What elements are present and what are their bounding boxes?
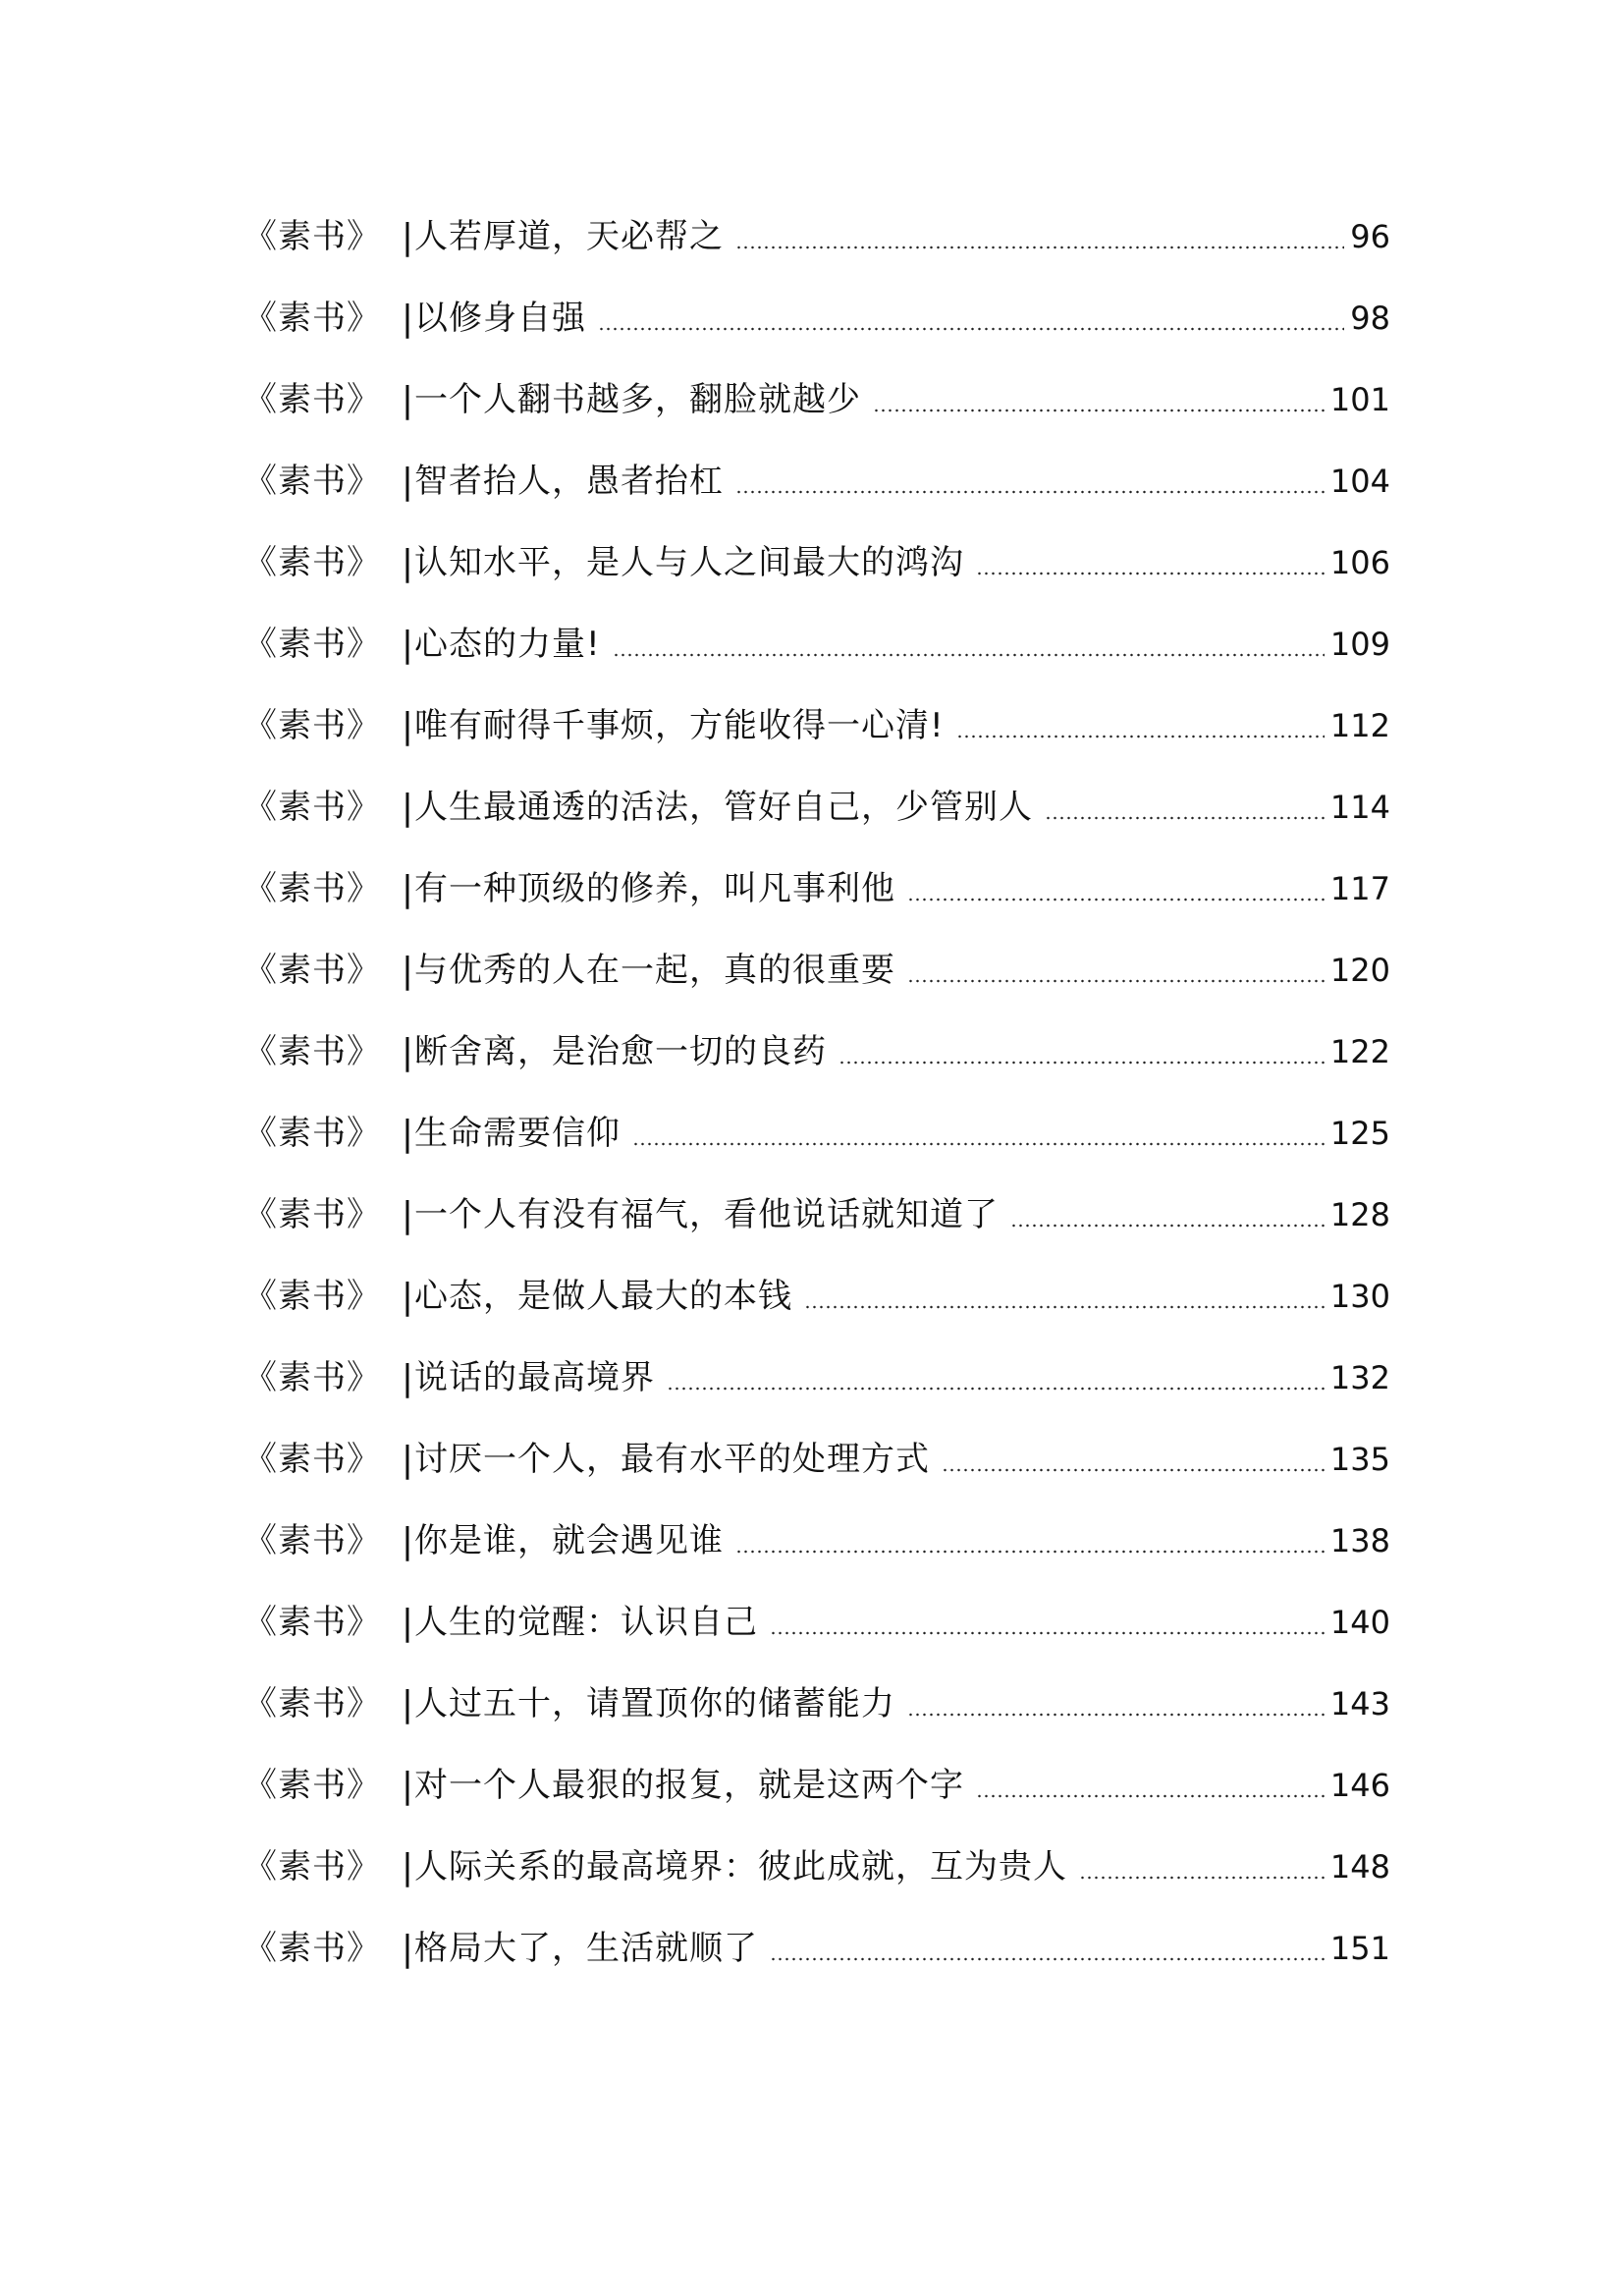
book-name: 《素书》	[243, 869, 381, 908]
entry-title: 人若厚道，天必帮之	[414, 217, 724, 256]
book-name: 《素书》	[243, 1032, 381, 1071]
dot-leader	[613, 653, 1325, 657]
page-number: 128	[1329, 1196, 1390, 1233]
page-number: 104	[1329, 463, 1390, 500]
dot-leader	[907, 1713, 1325, 1717]
separator: |	[401, 1766, 414, 1806]
dot-leader	[1079, 1876, 1325, 1880]
toc-entry[interactable]	[243, 1419, 1390, 1501]
book-name: 《素书》	[243, 1929, 381, 1968]
dot-leader	[839, 1061, 1325, 1065]
toc-entry[interactable]	[243, 767, 1390, 848]
separator: |	[401, 543, 414, 583]
toc-entry[interactable]	[243, 522, 1390, 604]
toc-entry[interactable]	[243, 1093, 1390, 1175]
toc-entry[interactable]	[243, 1338, 1390, 1419]
toc-entry[interactable]	[243, 196, 1390, 278]
book-name: 《素书》	[243, 951, 381, 990]
entry-title: 对一个人最狠的报复，就是这两个字	[414, 1766, 964, 1805]
toc-entry[interactable]	[243, 1256, 1390, 1338]
book-name: 《素书》	[243, 706, 381, 745]
dot-leader	[598, 327, 1344, 331]
book-name: 《素书》	[243, 1277, 381, 1316]
book-name: 《素书》	[243, 1521, 381, 1560]
dot-leader	[907, 898, 1325, 902]
page-number: 114	[1329, 789, 1390, 826]
separator: |	[401, 951, 414, 991]
book-name: 《素书》	[243, 1358, 381, 1397]
dot-leader	[735, 246, 1344, 249]
entry-title: 唯有耐得千事烦，方能收得一心清!	[414, 706, 945, 745]
book-name: 《素书》	[243, 788, 381, 827]
separator: |	[401, 462, 414, 502]
dot-leader	[770, 1957, 1325, 1961]
toc-entry[interactable]	[243, 1664, 1390, 1745]
entry-title: 认知水平，是人与人之间最大的鸿沟	[414, 543, 964, 582]
page-number: 151	[1329, 1930, 1390, 1967]
separator: |	[401, 869, 414, 909]
entry-title: 与优秀的人在一起，真的很重要	[414, 951, 895, 990]
entry-title: 断舍离，是治愈一切的良药	[414, 1032, 827, 1071]
page-number: 146	[1329, 1767, 1390, 1804]
entry-title: 格局大了，生活就顺了	[414, 1929, 758, 1968]
page-number: 109	[1329, 626, 1390, 663]
page-number: 101	[1329, 381, 1390, 418]
separator: |	[401, 1440, 414, 1480]
book-name: 《素书》	[243, 1114, 381, 1153]
book-name: 《素书》	[243, 380, 381, 419]
toc-entry[interactable]	[243, 1175, 1390, 1256]
separator: |	[401, 299, 414, 339]
toc-entry[interactable]	[243, 1827, 1390, 1908]
toc-entry[interactable]	[243, 930, 1390, 1011]
dot-leader	[804, 1305, 1325, 1309]
separator: |	[401, 706, 414, 746]
page-number: 112	[1329, 707, 1390, 744]
toc-entry[interactable]	[243, 1501, 1390, 1582]
toc-entry[interactable]	[243, 848, 1390, 930]
page-number: 143	[1329, 1685, 1390, 1722]
entry-title: 心态的力量!	[414, 625, 601, 664]
dot-leader	[667, 1387, 1325, 1391]
entry-title: 生命需要信仰	[414, 1114, 621, 1153]
separator: |	[401, 1603, 414, 1643]
page-number: 117	[1329, 870, 1390, 907]
page-number: 138	[1329, 1522, 1390, 1559]
toc-entry[interactable]	[243, 1582, 1390, 1664]
book-name: 《素书》	[243, 1847, 381, 1886]
toc-entry[interactable]	[243, 685, 1390, 767]
page-number: 148	[1329, 1848, 1390, 1886]
separator: |	[401, 625, 414, 665]
entry-title: 有一种顶级的修养，叫凡事利他	[414, 869, 895, 908]
dot-leader	[1010, 1224, 1325, 1228]
entry-title: 讨厌一个人，最有水平的处理方式	[414, 1440, 930, 1479]
entry-title: 一个人翻书越多，翻脸就越少	[414, 380, 861, 419]
entry-title: 人过五十，请置顶你的储蓄能力	[414, 1684, 895, 1723]
dot-leader	[942, 1468, 1325, 1472]
entry-title: 心态，是做人最大的本钱	[414, 1277, 792, 1316]
book-name: 《素书》	[243, 1684, 381, 1723]
separator: |	[401, 217, 414, 257]
separator: |	[401, 1521, 414, 1561]
separator: |	[401, 788, 414, 828]
entry-title: 智者抬人，愚者抬杠	[414, 462, 724, 501]
page-number: 120	[1329, 952, 1390, 989]
separator: |	[401, 1032, 414, 1072]
separator: |	[401, 1929, 414, 1969]
page-number: 96	[1350, 218, 1390, 255]
dot-leader	[976, 572, 1325, 575]
separator: |	[401, 380, 414, 420]
toc-entry[interactable]	[243, 604, 1390, 685]
dot-leader	[976, 1794, 1325, 1798]
separator: |	[401, 1847, 414, 1887]
dot-leader	[735, 490, 1325, 494]
page-number: 130	[1329, 1278, 1390, 1315]
toc-entry[interactable]	[243, 359, 1390, 441]
dot-leader	[735, 1550, 1325, 1554]
book-name: 《素书》	[243, 462, 381, 501]
page-number: 98	[1350, 300, 1390, 337]
page-number: 106	[1329, 544, 1390, 581]
entry-title: 人际关系的最高境界：彼此成就，互为贵人	[414, 1847, 1067, 1886]
dot-leader	[873, 409, 1325, 412]
dot-leader	[632, 1142, 1325, 1146]
entry-title: 人生最通透的活法，管好自己，少管别人	[414, 788, 1033, 827]
entry-title: 人生的觉醒：认识自己	[414, 1603, 758, 1642]
entry-title: 你是谁，就会遇见谁	[414, 1521, 724, 1560]
separator: |	[401, 1684, 414, 1724]
book-name: 《素书》	[243, 543, 381, 582]
page-number: 140	[1329, 1604, 1390, 1641]
dot-leader	[1045, 816, 1325, 820]
book-name: 《素书》	[243, 217, 381, 256]
toc-entry[interactable]	[243, 1745, 1390, 1827]
page-number: 125	[1329, 1115, 1390, 1152]
page-number: 132	[1329, 1359, 1390, 1396]
dot-leader	[770, 1631, 1325, 1635]
toc-entry[interactable]	[243, 1011, 1390, 1093]
dot-leader	[907, 979, 1325, 983]
separator: |	[401, 1195, 414, 1235]
page-number: 135	[1329, 1441, 1390, 1478]
entry-title: 以修身自强	[414, 299, 586, 338]
book-name: 《素书》	[243, 1195, 381, 1234]
page-number: 122	[1329, 1033, 1390, 1070]
entry-title: 一个人有没有福气，看他说话就知道了	[414, 1195, 999, 1234]
book-name: 《素书》	[243, 1603, 381, 1642]
dot-leader	[956, 735, 1325, 738]
entry-title: 说话的最高境界	[414, 1358, 655, 1397]
separator: |	[401, 1114, 414, 1154]
toc-entry[interactable]	[243, 1908, 1390, 1990]
toc-entry[interactable]	[243, 441, 1390, 522]
table-of-contents	[243, 196, 1390, 1990]
separator: |	[401, 1358, 414, 1398]
book-name: 《素书》	[243, 1766, 381, 1805]
book-name: 《素书》	[243, 625, 381, 664]
toc-entry[interactable]	[243, 278, 1390, 359]
separator: |	[401, 1277, 414, 1317]
book-name: 《素书》	[243, 1440, 381, 1479]
book-name: 《素书》	[243, 299, 381, 338]
